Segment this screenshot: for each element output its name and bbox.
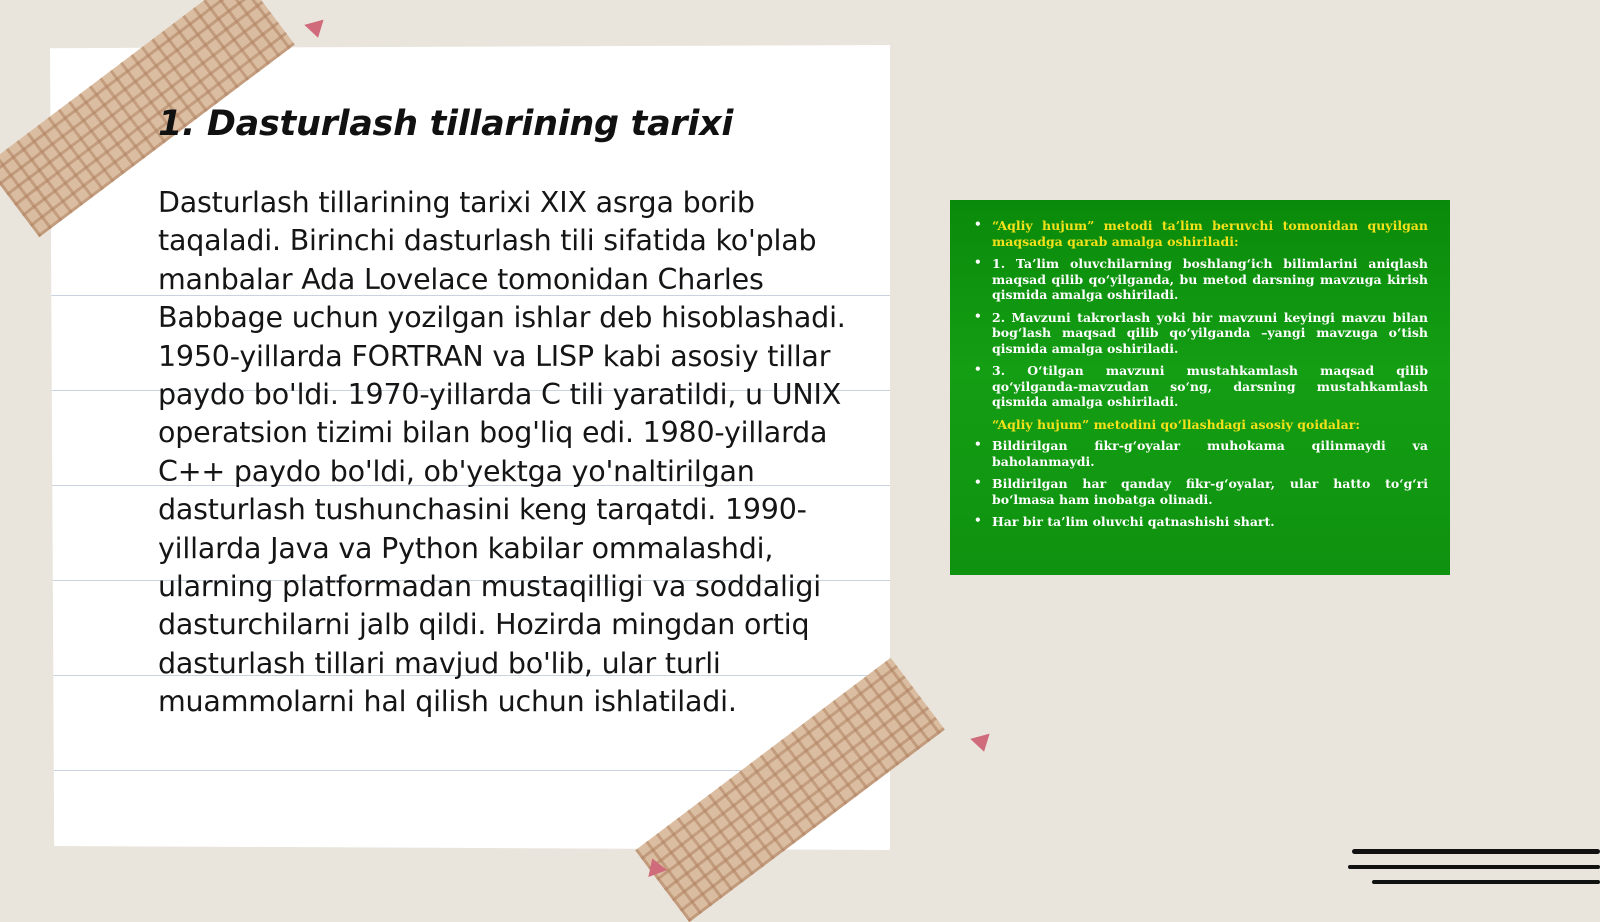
- pin-decoration: [970, 734, 993, 755]
- brush-stroke-decoration: [1348, 865, 1600, 869]
- body-paragraph: Dasturlash tillarining tarixi XIX asrga borib taqaladi. Birinchi dasturlash tili sifatida ko'plab manbalar Ada Lovelace tomonidan Charles Babbage uchun yozilgan ishlar deb hisoblashadi. 1950-yillarda FORTRAN va LISP kabi asosiy tillar paydo bo'ldi. 1970-yillarda C tili yaratildi, u UNIX operatsion tizimi bilan bog'liq edi. 1980-yillarda C++ paydo bo'ldi, ob'yektga yo'naltirilgan dasturlash tushunchasini keng tarqatdi. 1990-yillarda Java va Python kabilar ommalashdi, ularning platformadan mustaqilligi va soddaligi dasturchilarni jalb qildi. Hozirda mingdan ortiq dasturlash tillari mavjud bo'lib, ular turli muammolarni hal qilish uchun ishlatiladi.: [158, 186, 846, 719]
- slide-bullet: • 1. Ta’lim oluvchilarning boshlang‘ich bilimlarini aniqlash maqsad qilib qo‘yilganda, bu metod darsning mavzuga kirish qismida amalga oshiriladi.: [972, 256, 1428, 303]
- slide-bullet: • “Aqliy hujum” metodi ta’lim beruvchi tomonidan quyilgan maqsadga qarab amalga oshiriladi:: [972, 218, 1428, 249]
- slide-title: 1. Dasturlash tillarining tarixi: [158, 104, 734, 144]
- slide-bullet-list: [972, 218, 1428, 410]
- slide-bullet: • Har bir ta’lim oluvchi qatnashishi shart.: [972, 514, 1428, 530]
- embedded-slide-image: [950, 200, 1450, 575]
- pin-decoration: [304, 20, 327, 41]
- slide-bullet: • 3. O‘tilgan mavzuni mustahkamlash maqsad qilib qo‘yilganda-mavzudan so‘ng, darsning mustahkamlash qismida amalga oshiriladi.: [972, 363, 1428, 410]
- brush-stroke-decoration: [1352, 849, 1600, 854]
- slide-bullet: • Bildirilgan har qanday fikr-g‘oyalar, ular hatto to‘g‘ri bo‘lmasa ham inobatga olinadi.: [972, 476, 1428, 507]
- slide-bullet: • 2. Mavzuni takrorlash yoki bir mavzuni keyingi mavzu bilan bog‘lash maqsad qilib qo‘yilganda –yangi mavzuga o‘tish qismida amalga oshiriladi.: [972, 310, 1428, 357]
- brush-stroke-decoration: [1372, 880, 1600, 884]
- slide-subheading: “Aqliy hujum” metodini qo‘llashdagi asosiy qoidalar:: [992, 416, 1360, 432]
- slide-rules-list: [972, 438, 1428, 530]
- slide-bullet: • Bildirilgan fikr-g‘oyalar muhokama qilinmaydi va baholanmaydi.: [972, 438, 1428, 469]
